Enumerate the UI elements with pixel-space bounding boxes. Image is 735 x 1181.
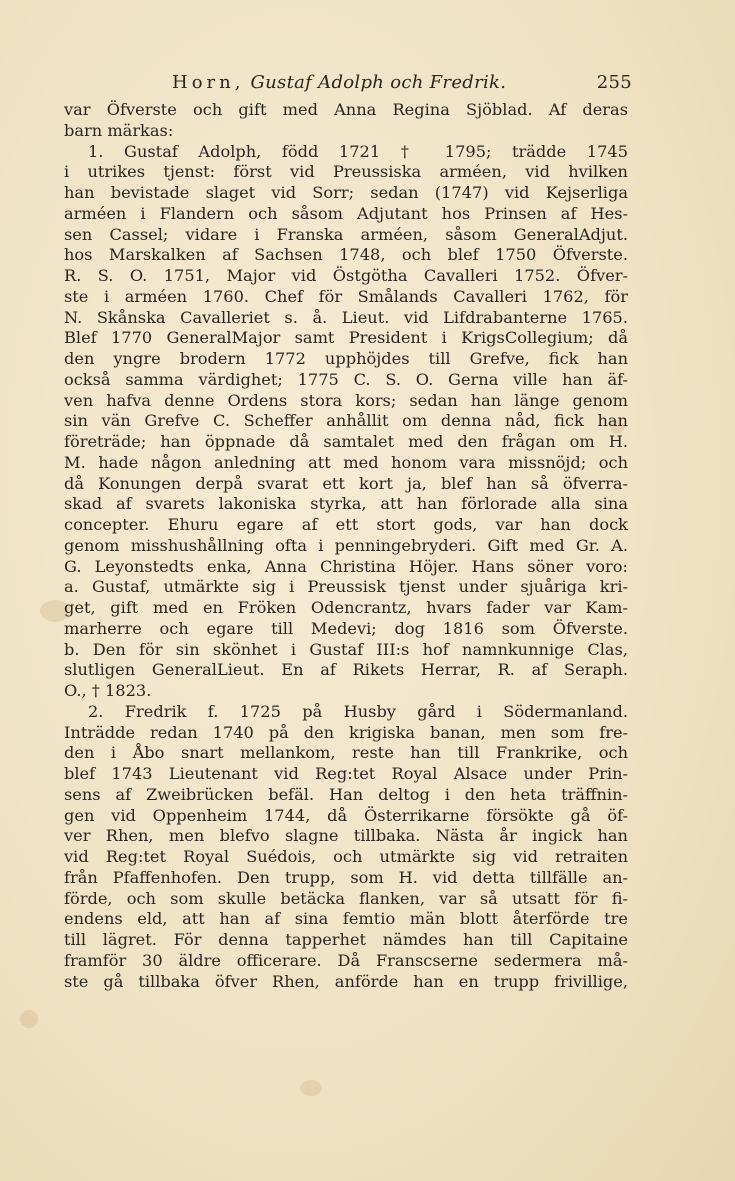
text-line: barn märkas:: [64, 120, 174, 140]
page-number: 255: [596, 72, 632, 93]
text-line: slutligen GeneralLieut. En af Rikets Herrar, R. af Seraph.: [64, 660, 628, 680]
text-line: ste i arméen 1760. Chef för Smålands Cavalleri 1762, för: [64, 286, 628, 306]
text-line: den i Åbo snart mellankom, reste han till Frankrike, och: [64, 743, 628, 763]
text-line: sens af Zweibrücken befäl. Han deltog i den heta träffnin-: [64, 784, 628, 804]
text-line: skad af svarets lakoniska styrka, att han förlorade alla sina: [64, 494, 628, 514]
text-line: i utrikes tjenst: först vid Preussiska arméen, vid hvilken: [64, 162, 628, 182]
text-line: Blef 1770 GeneralMajor samt President i KrigsCollegium; då: [64, 328, 628, 348]
text-line: M. hade någon anledning att med honom vara missnöjd; och: [64, 452, 628, 472]
text-line: ven hafva denne Ordens stora kors; sedan han länge genom: [64, 390, 628, 410]
text-line: från Pfaffenhofen. Den trupp, som H. vid detta tillfälle an-: [64, 867, 628, 887]
text-line: 1. Gustaf Adolph, född 1721 † 1795; trädde 1745: [88, 141, 628, 161]
text-line: N. Skånska Cavalleriet s. å. Lieut. vid Lifdrabanterne 1765.: [64, 307, 628, 327]
text-line: arméen i Flandern och såsom Adjutant hos Prinsen af Hes-: [64, 203, 628, 223]
text-line: marherre och egare till Medevi; dog 1816 som Öfverste.: [64, 618, 628, 638]
text-line: R. S. O. 1751, Major vid Östgötha Cavalleri 1752. Öfver-: [64, 266, 628, 285]
text-line: ste gå tillbaka öfver Rhen, anförde han en trupp frivillige,: [64, 971, 628, 991]
text-line: b. Den för sin skönhet i Gustaf III:s hof namnkunnige Clas,: [64, 639, 628, 659]
text-line: endens eld, att han af sina femtio män blott återförde tre: [64, 909, 628, 929]
body-text: [64, 100, 628, 992]
foxing-stain: [300, 1080, 322, 1096]
text-line: ver Rhen, men blefvo slagne tillbaka. Nästa år ingick han: [64, 826, 628, 846]
text-line: concepter. Ehuru egare af ett stort gods, var han dock: [64, 515, 628, 534]
text-line: hos Marskalken af Sachsen 1748, och blef 1750 Öfverste.: [64, 245, 628, 265]
text-line: gen vid Oppenheim 1744, då Österrikarne försökte gå öf-: [64, 805, 628, 825]
text-line: blef 1743 Lieutenant vid Reg:tet Royal Alsace under Prin-: [64, 764, 628, 783]
text-line: Inträdde redan 1740 på den krigiska banan, men som fre-: [64, 722, 628, 742]
foxing-stain: [20, 1010, 38, 1028]
text-line: 2. Fredrik f. 1725 på Husby gård i Södermanland.: [88, 701, 628, 721]
text-line: sin vän Grefve C. Scheffer anhållit om denna nåd, fick han: [64, 411, 628, 431]
text-line: genom misshushållning ofta i penningebryderi. Gift med Gr. A.: [64, 535, 628, 555]
text-line: a. Gustaf, utmärkte sig i Preussisk tjenst under sjuåriga kri-: [64, 577, 628, 597]
running-header: [172, 72, 632, 93]
text-line: också samma värdighet; 1775 C. S. O. Gerna ville han äf-: [64, 369, 628, 389]
text-line: förde, och som skulle betäcka flanken, var så utsatt för fi-: [64, 888, 628, 908]
text-line: företräde; han öppnade då samtalet med den frågan om H.: [64, 432, 628, 451]
text-line: G. Leyonstedts enka, Anna Christina Höjer. Hans söner voro:: [64, 556, 628, 576]
text-line: get, gift med en Fröken Odencrantz, hvars fader var Kam-: [64, 598, 628, 617]
text-line: O., † 1823.: [64, 681, 152, 700]
text-line: till lägret. För denna tapperhet nämdes han till Capitaine: [64, 930, 628, 949]
text-line: framför 30 äldre officerare. Då Franscserne sedermera må-: [64, 950, 628, 970]
text-line: då Konungen derpå svarat ett kort ja, blef han så öfverra-: [64, 473, 628, 493]
text-line: den yngre brodern 1772 upphöjdes till Grefve, fick han: [64, 349, 628, 368]
header-name: Horn,: [172, 72, 245, 93]
text-line: sen Cassel; vidare i Franska arméen, såsom GeneralAdjut.: [64, 224, 628, 244]
text-line: var Öfverste och gift med Anna Regina Sjöblad. Af deras: [64, 100, 628, 119]
text-line: han bevistade slaget vid Sorr; sedan (1747) vid Kejserliga: [64, 183, 628, 202]
header-title: Gustaf Adolph och Fredrik.: [250, 72, 507, 93]
text-line: vid Reg:tet Royal Suédois, och utmärkte sig vid retraiten: [64, 847, 628, 866]
